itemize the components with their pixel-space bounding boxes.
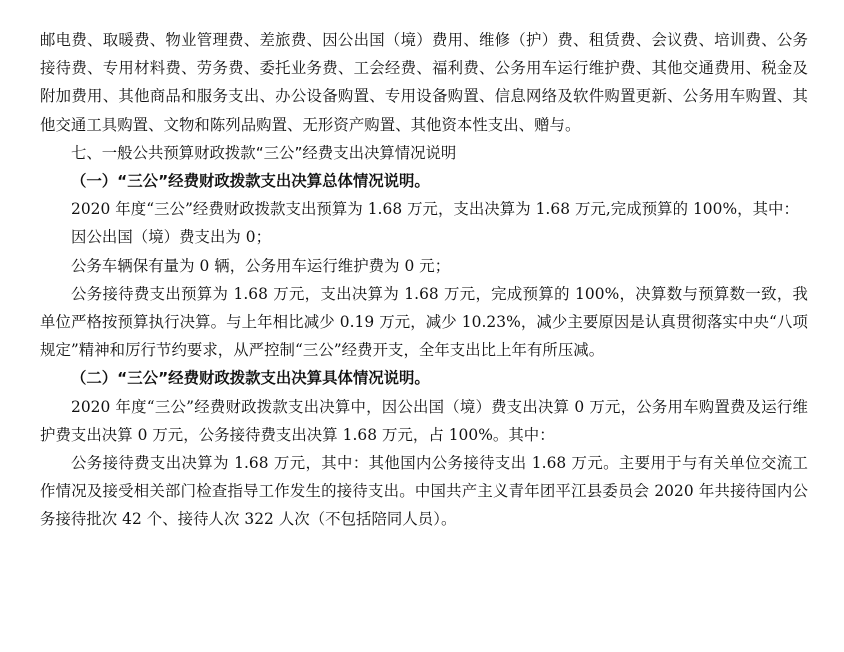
vehicle-expense-paragraph: 公务车辆保有量为 0 辆，公务用车运行维护费为 0 元； [71,256,451,275]
reception-expense-paragraph: 公务接待费支出预算为 1.68 万元，支出决算为 1.68 万元，完成预算的 100%，决算数与预算数一致，我单位严格按预算执行决算。与上年相比减少 0.19 万元，减少 10.23%，减少主要原因是认真贯彻落实中央“八项规定”精神和厉行节约要求，从严控制“三公”经费开支，全年支出比上年有所压减。 [40,284,808,360]
expense-list-paragraph: 邮电费、取暖费、物业管理费、差旅费、因公出国（境）费用、维修（护）费、租赁费、会议费、培训费、公务接待费、专用材料费、劳务费、委托业务费、工会经费、福利费、公务用车运行维护费、其他交通费用、税金及附加费用、其他商品和服务支出、办公设备购置、专用设备购置、信息网络及软件购置更新、公务用车购置、其他交通工具购置、文物和陈列品购置、无形资产购置、其他资本性支出、赠与。 [40,31,808,134]
subsection-1-heading: （一）“三公”经费财政拨款支出决算总体情况说明。 [71,172,430,191]
section-7-heading: 七、一般公共预算财政拨款“三公”经费支出决算情况说明 [71,143,457,162]
document-page [40,26,808,534]
overseas-expense-paragraph: 因公出国（境）费支出为 0； [71,228,272,247]
subsection-1-summary-paragraph: 2020 年度“三公”经费财政拨款支出预算为 1.68 万元，支出决算为 1.68 万元,完成预算的 100%，其中： [71,200,799,219]
subsection-2-summary-paragraph: 2020 年度“三公”经费财政拨款支出决算中，因公出国（境）费支出决算 0 万元，公务用车购置费及运行维护费支出决算 0 万元，公务接待费支出决算 1.68 万元，占 100%。其中： [40,397,808,444]
reception-detail-paragraph: 公务接待费支出决算为 1.68 万元，其中：其他国内公务接待支出 1.68 万元。主要用于与有关单位交流工作情况及接受相关部门检查指导工作发生的接待支出。中国共产主义青年团平江县委员会 2020 年共接待国内公务接待批次 42 个、接待人次 322 人次（不包括陪同人员）。 [40,454,808,529]
subsection-2-heading: （二）“三公”经费财政拨款支出决算具体情况说明。 [71,369,430,388]
